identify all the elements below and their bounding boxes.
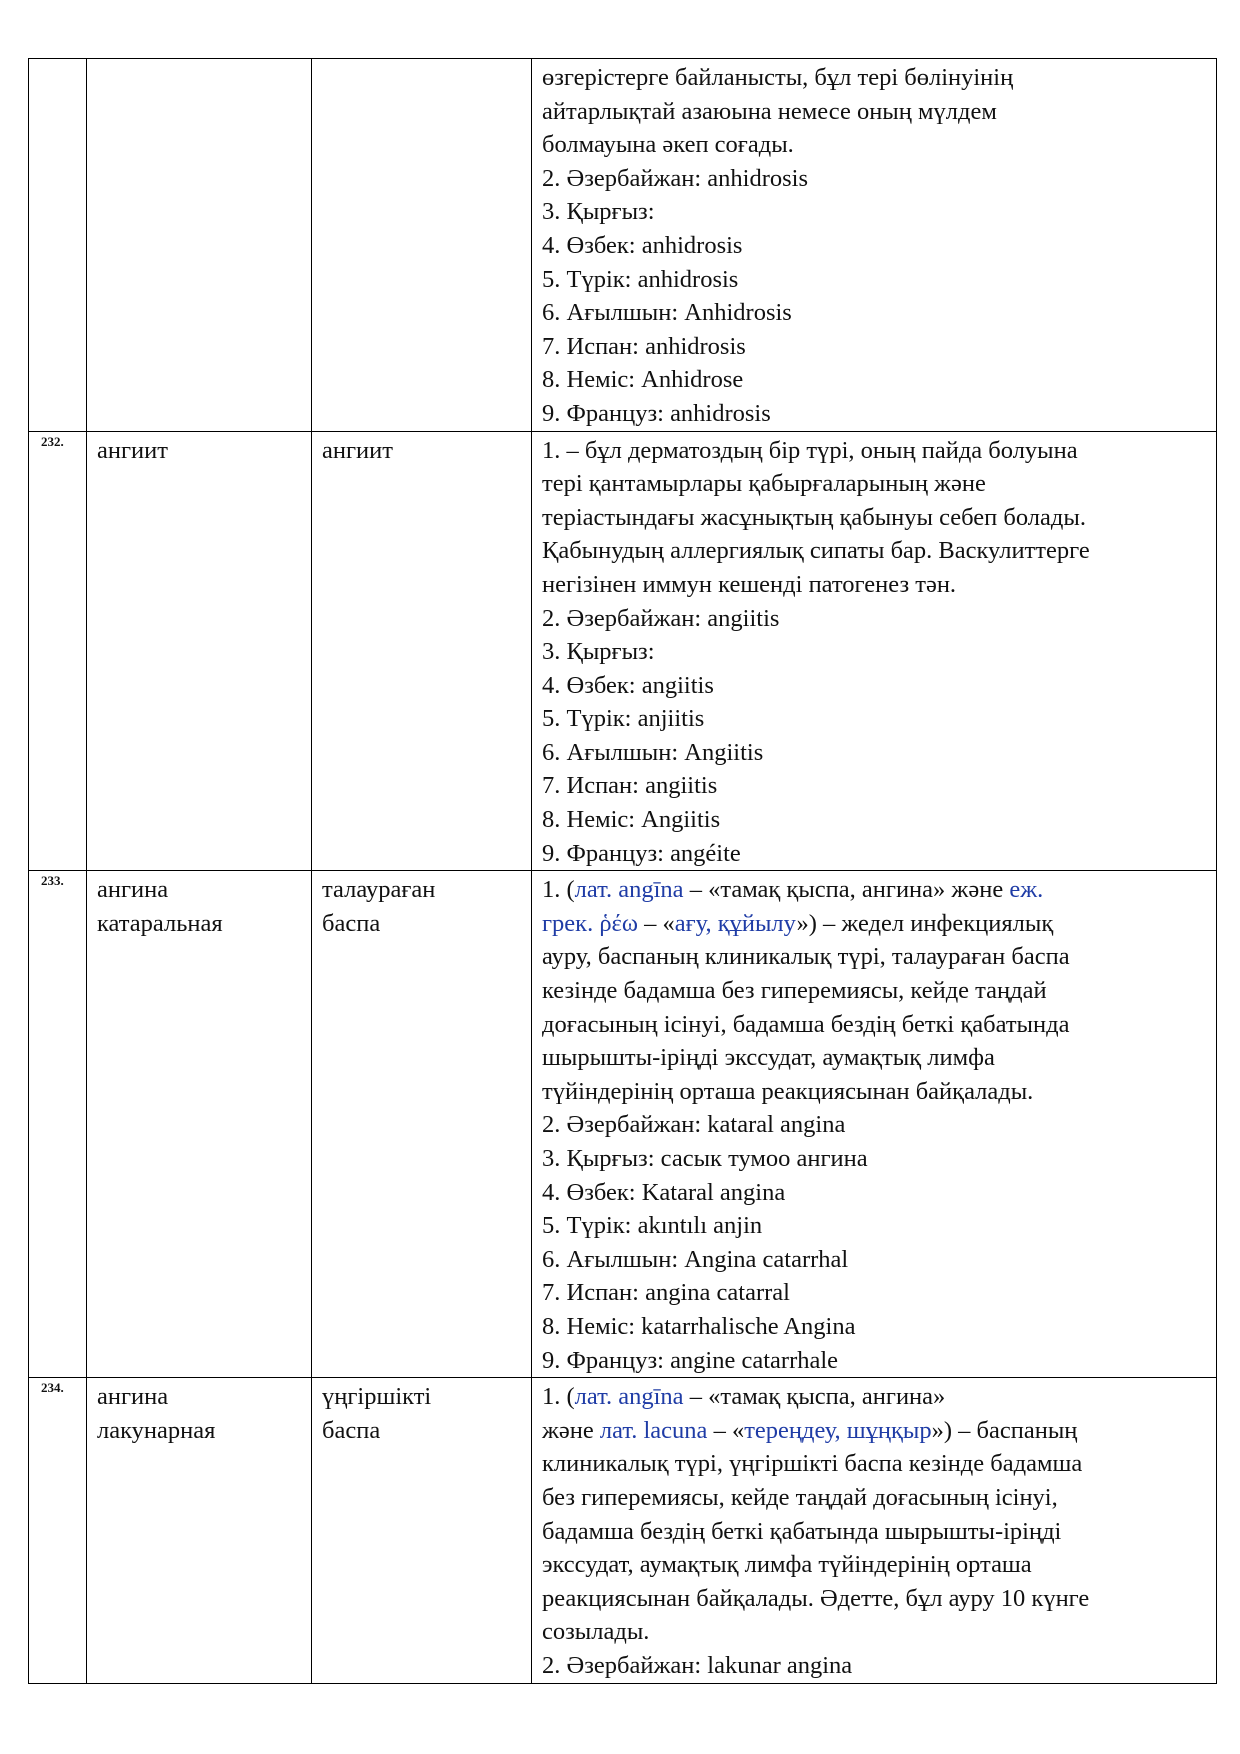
etymology-greek: грек. ῥέω [542,909,638,937]
dictionary-table [28,58,1217,1684]
term-russian-line: ангина [97,1383,169,1411]
translation-line: 8. Неміс: Anhidrose [542,366,744,394]
definition-line: экссудат, аумақтық лимфа түйіндерінің орташа [542,1551,1032,1579]
entry-number: 234. [29,1378,87,1683]
term-kazakh-line: баспа [322,1416,381,1444]
translation-line: 6. Ағылшын: Angiitis [542,738,764,766]
definition-line: реакциясынан байқалады. Әдетте, бұл ауру 10 күнге [542,1584,1090,1612]
definition-line [542,907,1210,941]
translation-line: 7. Испан: anhidrosis [542,332,746,360]
definition-line: түйіндерінің орташа реакциясынан байқалады. [542,1077,1034,1105]
definition-line: созылады. [542,1618,650,1646]
term-russian [87,59,312,432]
entry-number: 232. [29,431,87,871]
translation-line: 2. Әзербайжан: lakunar angina [542,1651,853,1679]
etymology-latin: лат. angīna [574,1383,684,1411]
definition-line: шырышты-іріңді экссудат, аумақтық лимфа [542,1044,995,1072]
definition-text: ») – баспаның [931,1416,1078,1444]
definition-line [542,1380,1210,1414]
definition-line: доғасының ісінуі, бадамша бездің беткі қабатында [542,1010,1070,1038]
translation-line: 7. Испан: angiitis [542,772,718,800]
etymology-latin: лат. angīna [574,876,684,904]
etymology-latin: лат. lacuna [599,1416,708,1444]
definition-cell [532,59,1217,432]
definition-cell [532,871,1217,1378]
translation-line: 9. Француз: angéite [542,839,741,867]
translation-line: 4. Өзбек: angiitis [542,671,714,699]
definition-cell [532,1378,1217,1683]
translation-line: 5. Түрік: anhidrosis [542,265,739,293]
definition-line: ауру, баспаның клиникалық түрі, талаураған баспа [542,943,1070,971]
etymology-meaning: ағу, құйылу [674,909,797,937]
definition-text: – « [707,1416,745,1444]
table-row [29,431,1217,871]
definition-cell [532,431,1217,871]
entry-number: 233. [29,871,87,1378]
definition-line: бадамша бездің беткі қабатында шырышты-іріңді [542,1517,1062,1545]
translation-line: 9. Француз: anhidrosis [542,399,771,427]
translation-line: 7. Испан: angina catarral [542,1279,790,1307]
definition-line: айтарлықтай азаюына немесе оның мүлдем [542,97,997,125]
entry-number [29,59,87,432]
definition-line: Қабынудың аллергиялық сипаты бар. Васкулиттерге [542,537,1090,565]
translation-line: 5. Түрік: anjiitis [542,705,705,733]
definition-line: негізінен иммун кешенді патогенез тән. [542,570,957,598]
term-russian [87,871,312,1378]
definition-line [542,873,1210,907]
term-russian-line: ангина [97,876,169,904]
translation-line: 2. Әзербайжан: kataral angina [542,1111,846,1139]
table-row [29,1378,1217,1683]
term-russian-line: катаральная [97,909,223,937]
definition-line: теріастындағы жасұнықтың қабынуы себеп болады. [542,503,1086,531]
definition-line: клиникалық түрі, үңгіршікті баспа кезінде бадамша [542,1450,1083,1478]
translation-line: 2. Әзербайжан: angiitis [542,604,780,632]
translation-line: 3. Қырғыз: [542,198,655,226]
term-kazakh-line: баспа [322,909,381,937]
translation-line: 4. Өзбек: anhidrosis [542,231,743,259]
translation-line: 9. Француз: angine catarrhale [542,1346,839,1374]
translation-line: 6. Ағылшын: Anhidrosis [542,299,792,327]
definition-line: тері қантамырлары қабырғаларының және [542,470,986,498]
definition-line: 1. – бұл дерматоздың бір түрі, оның пайда болуына [542,436,1078,464]
definition-line: кезінде бадамша без гиперемиясы, кейде таңдай [542,977,1047,1005]
term-russian [87,1378,312,1683]
table-row [29,59,1217,432]
definition-line [542,1414,1210,1448]
definition-line: без гиперемиясы, кейде таңдай доғасының ісінуі, [542,1483,1058,1511]
definition-line: өзгерістерге байланысты, бұл тері бөлінуінің [542,64,1014,91]
translation-line: 6. Ағылшын: Angina catarrhal [542,1245,849,1273]
term-kazakh [312,1378,532,1683]
table-row [29,871,1217,1378]
term-russian: ангиит [87,431,312,871]
term-kazakh: ангиит [312,431,532,871]
definition-text: – «тамақ қыспа, ангина» және [683,876,1010,904]
definition-text: және [542,1416,600,1444]
etymology-prefix: еж. [1009,876,1044,904]
definition-text: 1. ( [542,876,575,904]
definition-text: 1. ( [542,1383,575,1411]
translation-line: 2. Әзербайжан: anhidrosis [542,164,809,192]
term-russian-line: лакунарная [97,1416,216,1444]
translation-line: 4. Өзбек: Kataral angina [542,1178,786,1206]
definition-text: ») – жедел инфекциялық [796,909,1054,937]
term-kazakh [312,871,532,1378]
term-kazakh-line: талаураған [322,876,436,904]
translation-line: 8. Неміс: Angiitis [542,806,721,834]
translation-line: 8. Неміс: katarrhalische Angina [542,1312,856,1340]
translation-line: 5. Түрік: akıntılı anjin [542,1212,763,1240]
translation-line: 3. Қырғыз: [542,638,655,666]
term-kazakh-line: үңгіршікті [322,1383,432,1411]
translation-line: 3. Қырғыз: сасык тумоо ангина [542,1145,868,1172]
definition-text: – «тамақ қыспа, ангина» [683,1383,946,1411]
term-kazakh [312,59,532,432]
definition-line: болмауына әкеп соғады. [542,131,794,159]
definition-text: – « [637,909,675,937]
etymology-meaning: тереңдеу, шұңқыр [744,1416,932,1444]
